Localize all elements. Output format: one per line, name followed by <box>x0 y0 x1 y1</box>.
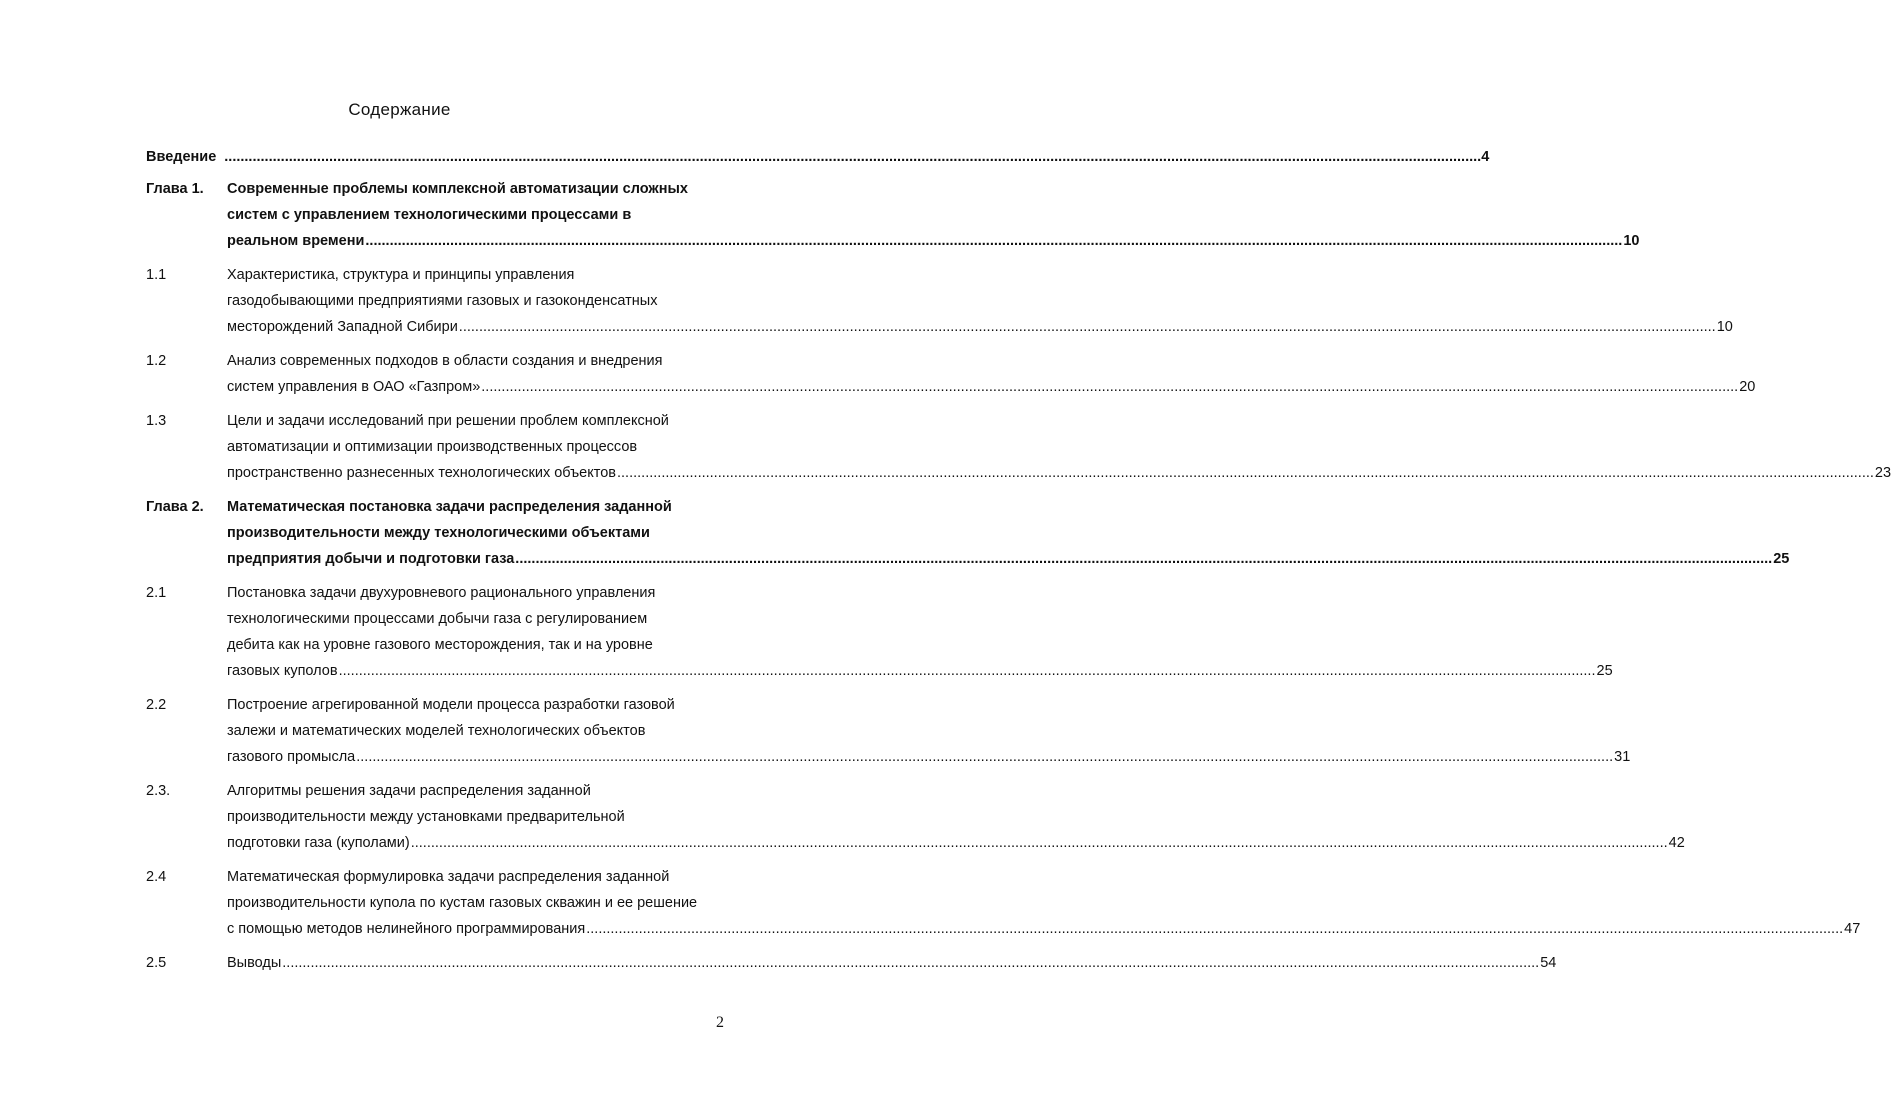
toc-entry-line: производительности между технологическими объектами <box>227 525 650 541</box>
toc-entry-1-2[interactable] <box>146 348 1756 400</box>
toc-leader-dots <box>586 916 1843 942</box>
toc-entry-line: Алгоритмы решения задачи распределения заданной <box>227 783 591 799</box>
table-of-contents <box>146 144 1891 976</box>
toc-entry-1-3[interactable] <box>146 408 1891 486</box>
toc-entry-2-1[interactable] <box>146 580 1613 684</box>
toc-entry-line: производительности купола по кустам газовых скважин и ее решение <box>227 895 698 911</box>
toc-leader-dots <box>224 144 1481 170</box>
toc-entry-line: Выводы <box>227 955 282 971</box>
toc-page-number: 31 <box>1614 749 1631 765</box>
toc-entry-line: автоматизации и оптимизации производственных процессов <box>227 439 638 455</box>
toc-page-number: 4 <box>1481 149 1490 165</box>
toc-page-number: 25 <box>1596 663 1613 679</box>
toc-entry-line: производительности между установками предварительной <box>227 809 625 825</box>
toc-page-number: 25 <box>1773 551 1790 567</box>
toc-entry-number: 2.3. <box>146 783 171 799</box>
toc-entry-line: Современные проблемы комплексной автоматизации сложных <box>227 181 688 197</box>
toc-entry-introduction[interactable] <box>146 144 1490 170</box>
toc-leader-dots <box>617 460 1874 486</box>
toc-leader-dots <box>282 950 1539 976</box>
toc-leader-dots <box>339 658 1596 684</box>
toc-leader-dots <box>459 314 1716 340</box>
toc-entry-line: предприятия добычи и подготовки газа <box>227 551 515 567</box>
toc-entry-line: систем с управлением технологическими процессами в <box>227 207 632 223</box>
toc-page-number: 54 <box>1540 955 1557 971</box>
toc-entry-line: газодобывающими предприятиями газовых и газоконденсатных <box>227 293 658 309</box>
toc-page-number: 20 <box>1739 379 1756 395</box>
toc-entry-line: реальном времени <box>227 233 365 249</box>
page-title: Содержание <box>348 100 451 119</box>
toc-entry-line: Цели и задачи исследований при решении проблем комплексной <box>227 413 669 429</box>
toc-entry-line: систем управления в ОАО «Газпром» <box>227 379 481 395</box>
toc-entry-line: газового промысла <box>227 749 356 765</box>
toc-entry-line: подготовки газа (куполами) <box>227 835 410 851</box>
toc-entry-number: Глава 2. <box>146 499 204 515</box>
toc-leader-dots <box>481 374 1738 400</box>
toc-entry-number: 1.1 <box>146 267 167 283</box>
toc-entry-line: месторождений Западной Сибири <box>227 319 458 335</box>
toc-leader-dots <box>356 744 1613 770</box>
toc-entry-line: Анализ современных подходов в области создания и внедрения <box>227 353 663 369</box>
toc-entry-number: 2.5 <box>146 955 167 971</box>
toc-entry-number: 2.4 <box>146 869 167 885</box>
toc-entry-number: 2.1 <box>146 585 167 601</box>
toc-entry-line: Постановка задачи двухуровневого рационального управления <box>227 585 656 601</box>
toc-leader-dots <box>515 546 1772 572</box>
toc-entry-line: дебита как на уровне газового месторождения, так и на уровне <box>227 637 653 653</box>
toc-page-number: 42 <box>1668 835 1685 851</box>
toc-entry-1-1[interactable] <box>146 262 1733 340</box>
toc-page-number: 10 <box>1623 233 1640 249</box>
toc-entry-line: технологическими процессами добычи газа с регулированием <box>227 611 648 627</box>
toc-entry-line: пространственно разнесенных технологических объектов <box>227 465 616 481</box>
toc-entry-2-2[interactable] <box>146 692 1631 770</box>
toc-entry-line: Характеристика, структура и принципы управления <box>227 267 575 283</box>
toc-entry-number: 2.2 <box>146 697 167 713</box>
toc-page-number: 23 <box>1874 465 1891 481</box>
toc-entry-chapter-2[interactable] <box>146 494 1790 572</box>
toc-entry-2-3[interactable] <box>146 778 1685 856</box>
toc-page-number: 47 <box>1844 921 1861 937</box>
toc-entry-line: с помощью методов нелинейного программирования <box>227 921 586 937</box>
toc-entry-line: Математическая постановка задачи распределения заданной <box>227 499 672 515</box>
toc-entry-line: залежи и математических моделей технологических объектов <box>227 723 646 739</box>
toc-page-number: 10 <box>1716 319 1733 335</box>
toc-entry-2-5[interactable] <box>146 950 1557 976</box>
toc-entry-label: Введение <box>146 149 217 165</box>
toc-entry-line: Построение агрегированной модели процесса разработки газовой <box>227 697 675 713</box>
toc-leader-dots <box>411 830 1668 856</box>
toc-entry-2-4[interactable] <box>146 864 1861 942</box>
page-number: 2 <box>716 1014 724 1031</box>
toc-entry-chapter-1[interactable] <box>146 176 1640 254</box>
toc-entry-line: газовых куполов <box>227 663 338 679</box>
toc-leader-dots <box>365 228 1622 254</box>
toc-entry-number: 1.3 <box>146 413 167 429</box>
toc-entry-line: Математическая формулировка задачи распределения заданной <box>227 869 670 885</box>
toc-entry-number: 1.2 <box>146 353 167 369</box>
toc-entry-number: Глава 1. <box>146 181 204 197</box>
